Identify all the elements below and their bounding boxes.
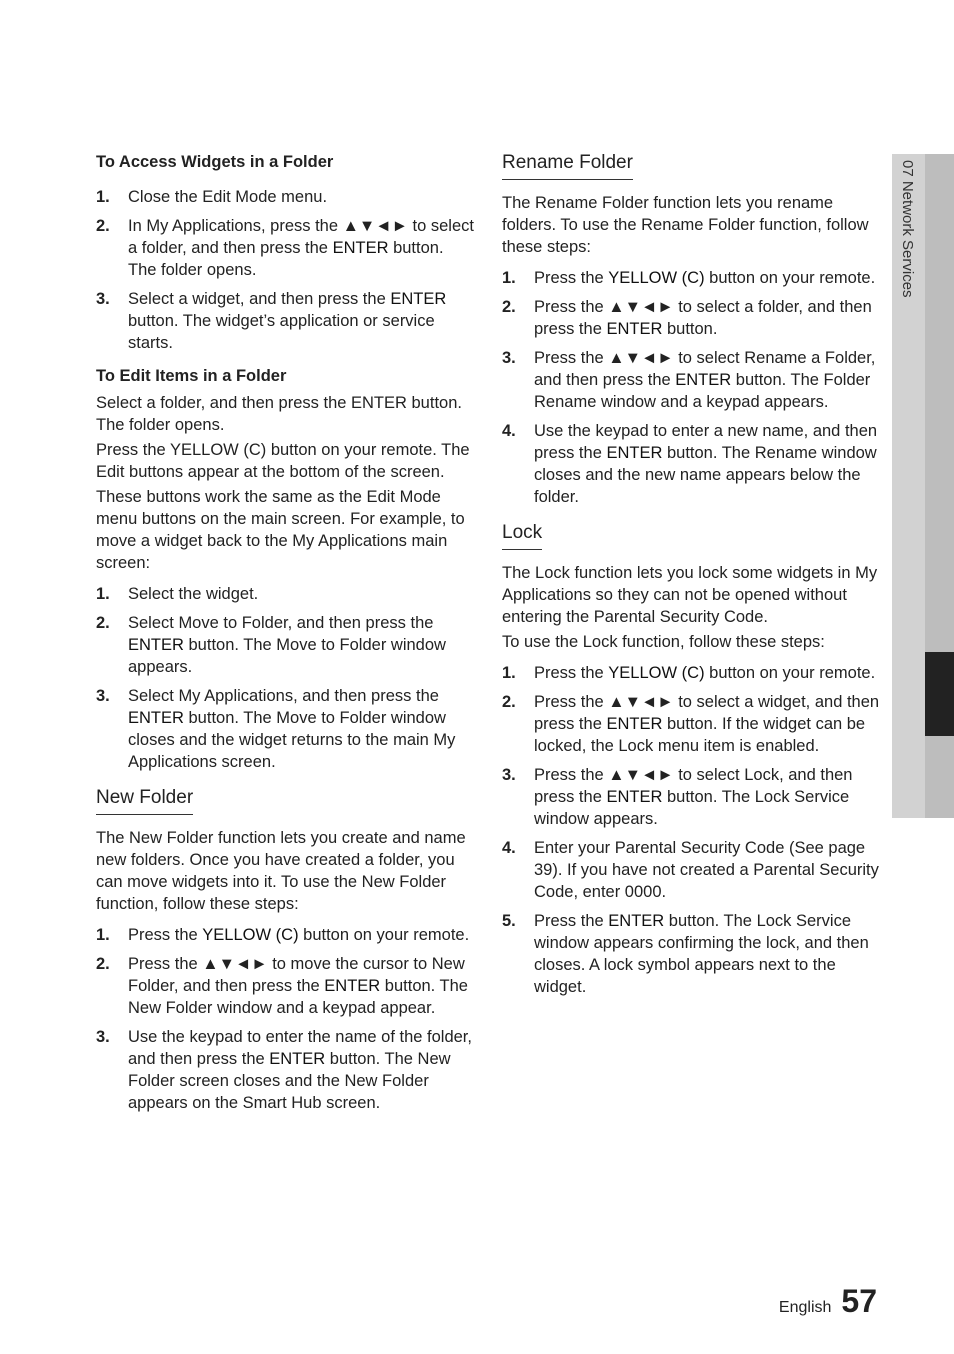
list-item: 3. Press the ▲▼◄► to select Lock, and then press the ENTER button. The Lock Service window appears. — [502, 766, 853, 828]
heading-new-folder: New Folder — [96, 787, 193, 815]
left-column — [96, 152, 474, 1126]
chapter-marker — [925, 652, 954, 736]
list-item: 1. Close the Edit Mode menu. — [96, 188, 328, 206]
chapter-label — [894, 160, 920, 460]
list-item: 1. Press the YELLOW (C) button on your remote. — [502, 664, 876, 682]
list-item: 5. Press the ENTER button. The Lock Service window appears confirming the lock, and then closes. A lock symbol appears next to the widget. — [502, 912, 869, 996]
list-item: 1. Select the widget. — [96, 585, 259, 603]
list-item: 3. Press the ▲▼◄► to select Rename a Folder, and then press the ENTER button. The Folder Rename window and a keypad appears. — [502, 349, 876, 411]
heading-rename-folder: Rename Folder — [502, 152, 633, 180]
list-item: 2. Select Move to Folder, and then press the ENTER button. The Move to Folder window appears. — [96, 614, 446, 676]
list-item: 3. Use the keypad to enter the name of the folder, and then press the ENTER button. The New Folder screen closes and the New Folder appears on the Smart Hub screen. — [96, 1028, 472, 1112]
list-item: 2. Press the ▲▼◄► to select a folder, and then press the ENTER button. — [502, 298, 872, 338]
list-item: 1. Press the YELLOW (C) button on your remote. — [96, 926, 470, 944]
heading-access-widgets: To Access Widgets in a Folder — [96, 153, 334, 171]
list-item: 3. Select My Applications, and then press the ENTER button. The Move to Folder window closes and the widget returns to the main My Applications screen. — [96, 687, 456, 771]
paragraph: Press the YELLOW (C) button on your remote. The Edit buttons appear at the bottom of the screen. — [96, 441, 470, 481]
heading-edit-items: To Edit Items in a Folder — [96, 367, 287, 385]
page-number: 57 — [841, 1283, 877, 1319]
list-item: 4. Enter your Parental Security Code (See page 39). If you have not created a Parental Security Code, enter 0000. — [502, 839, 879, 901]
list-item: 3. Select a widget, and then press the ENTER button. The widget’s application or service starts. — [96, 290, 447, 352]
footer-language: English — [778, 1299, 832, 1316]
list-lock — [502, 662, 880, 998]
list-edit-items — [96, 583, 474, 773]
heading-lock: Lock — [502, 522, 542, 550]
chapter-title: 07 Network Services — [899, 160, 916, 298]
list-item: 2. Press the ▲▼◄► to select a widget, and then press the ENTER button. If the widget can be locked, the Lock menu item is enabled. — [502, 693, 880, 755]
paragraph: To use the Lock function, follow these steps: — [502, 633, 825, 651]
right-column — [502, 152, 880, 1010]
paragraph: The New Folder function lets you create and name new folders. Once you have created a folder, you can move widgets into it. To use the New Folder function, follow these steps: — [96, 829, 466, 913]
list-item: 2. In My Applications, press the ▲▼◄► to select a folder, and then press the ENTER button. The folder opens. — [96, 217, 474, 279]
list-item: 4. Use the keypad to enter a new name, and then press the ENTER button. The Rename window closes and the new name appears below the folder. — [502, 422, 878, 506]
list-item: 2. Press the ▲▼◄► to move the cursor to New Folder, and then press the ENTER button. The New Folder window and a keypad appear. — [96, 955, 468, 1017]
list-item: 1. Press the YELLOW (C) button on your remote. — [502, 269, 876, 287]
list-access-widgets — [96, 186, 474, 354]
paragraph: Select a folder, and then press the ENTER button. The folder opens. — [96, 394, 462, 434]
list-rename-folder — [502, 267, 880, 508]
paragraph: These buttons work the same as the Edit Mode menu buttons on the main screen. For example, to move a widget back to the My Applications main screen: — [96, 488, 465, 572]
paragraph: The Rename Folder function lets you rename folders. To use the Rename Folder function, follow these steps: — [502, 194, 869, 256]
list-new-folder — [96, 924, 474, 1114]
page-footer — [779, 1283, 877, 1320]
paragraph: The Lock function lets you lock some widgets in My Applications so they can not be opened without entering the Parental Security Code. — [502, 564, 878, 626]
